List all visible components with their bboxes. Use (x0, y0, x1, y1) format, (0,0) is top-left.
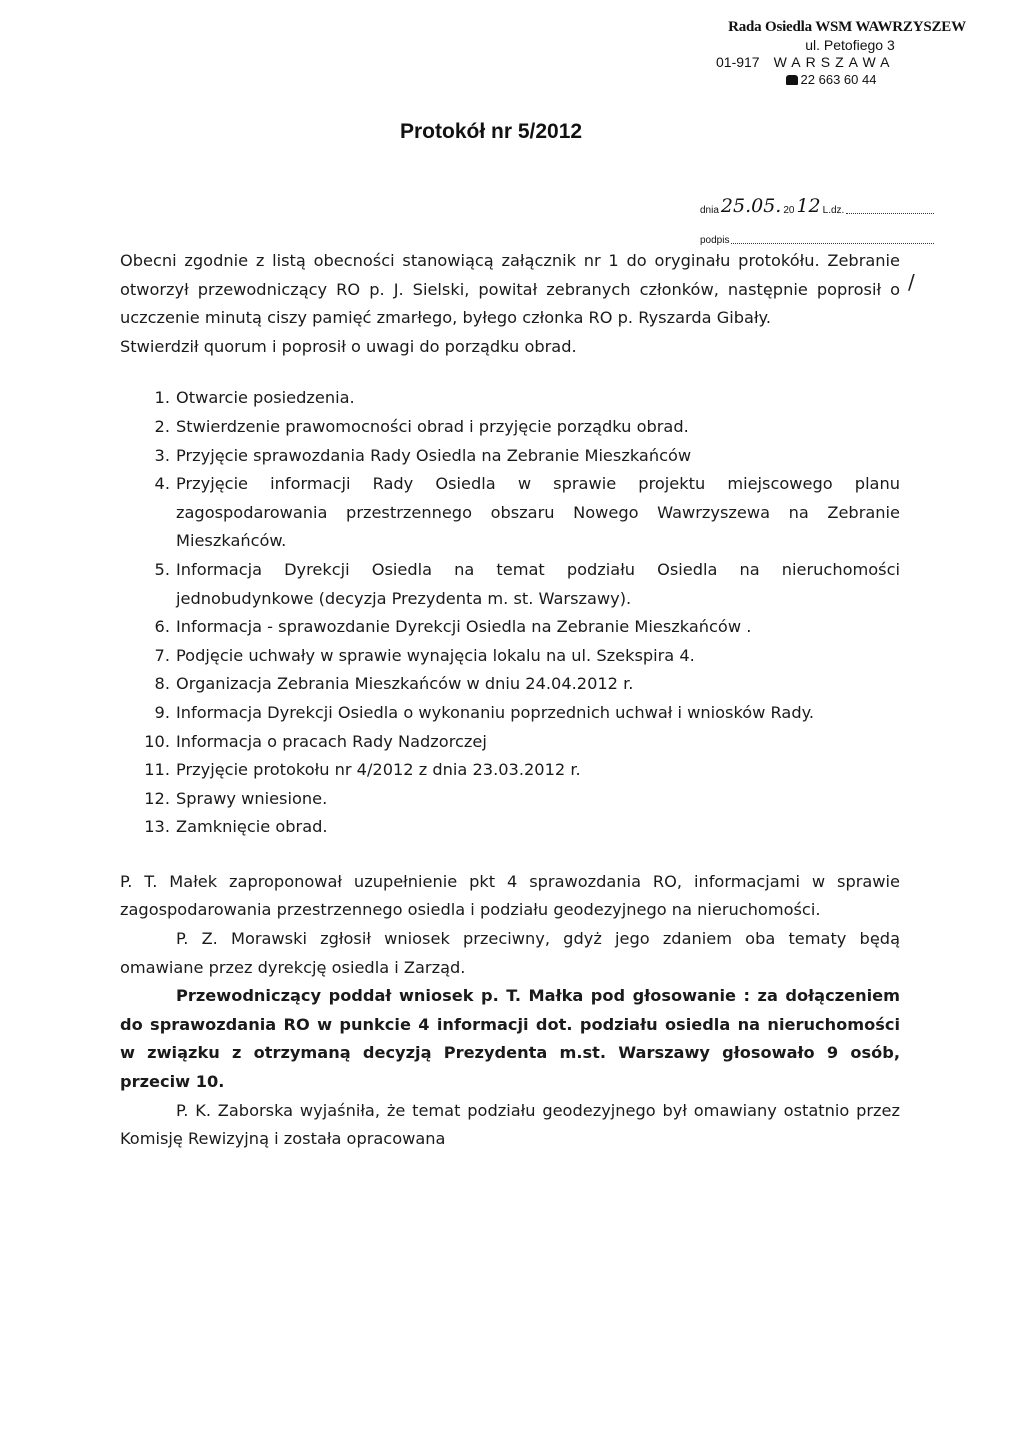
agenda-number: 1. (154, 388, 170, 408)
list-item (150, 699, 900, 728)
paragraph-zaborska-explanation: P. K. Zaborska wyjaśniła, że temat podziału geodezyjnego był omawiany ostatnio przez Komisję Rewizyjną i została opracowana (120, 1100, 900, 1149)
agenda-text: Podjęcie uchwały w sprawie wynajęcia lokalu na ul. Szekspira 4. (176, 645, 695, 665)
paragraph-vote-result: Przewodniczący poddał wniosek p. T. Małka pod głosowanie : za dołączeniem do sprawozdania RO w punkcie 4 informacji dot. podziału osiedla na nieruchomości w związku z otrzymaną decyzją Prezydenta m.st. Warszawy głosowało 9 osób, przeciw 10. (120, 986, 900, 1092)
intro-paragraph: Obecni zgodnie z listą obecności stanowiącą załącznik nr 1 do oryginału protokółu. Zebranie otworzył przewodniczący RO p. J. Sielski, powitał zebranych członków, następnie poprosił o uczczenie minutą ciszy pamięć zmarłego, byłego członka RO p. Ryszarda Gibały. (120, 251, 900, 328)
agenda-text: Przyjęcie sprawozdania Rady Osiedla na Zebranie Mieszkańców (176, 445, 692, 465)
agenda-number: 7. (154, 645, 170, 665)
agenda-text: Informacja Dyrekcji Osiedla na temat podziału Osiedla na nieruchomości jednobudynkowe (decyzja Prezydenta m. st. Warszawy). (176, 559, 900, 608)
list-item (144, 813, 900, 842)
stamp-phone: 22 663 60 44 (800, 71, 877, 87)
list-item (150, 384, 900, 413)
handwritten-year: 12 (796, 195, 821, 217)
agenda-text: Informacja - sprawozdanie Dyrekcji Osiedla na Zebranie Mieszkańców . (176, 617, 752, 637)
margin-mark: / (908, 270, 915, 294)
organization-stamp (716, 18, 966, 88)
list-item (144, 785, 900, 814)
document-title: Protokół nr 5/2012 (400, 120, 583, 143)
agenda-text: Stwierdzenie prawomocności obrad i przyjęcie porządku obrad. (176, 416, 689, 436)
ldz-dotted-line (846, 213, 934, 214)
list-item (150, 556, 900, 613)
stamp-org-name: Rada Osiedla WSM WAWRZYSZEW (728, 19, 966, 35)
agenda-number: 9. (154, 702, 170, 722)
dnia-label: dnia (700, 205, 719, 216)
podpis-label: podpis (700, 235, 730, 246)
list-item (150, 613, 900, 642)
agenda-text: Informacja Dyrekcji Osiedla o wykonaniu poprzednich uchwał i wniosków Rady. (176, 702, 815, 722)
stamp-city: WARSZAWA (773, 54, 895, 71)
stamp-postal-code: 01-917 (716, 54, 760, 71)
agenda-number: 11. (144, 760, 170, 780)
list-item (144, 756, 900, 785)
registration-box (700, 196, 936, 246)
agenda-list (120, 384, 900, 842)
agenda-number: 6. (154, 617, 170, 637)
paragraph-morawski-motion: P. Z. Morawski zgłosił wniosek przeciwny, gdyż jego zdaniem oba tematy będą omawiane przez dyrekcję osiedla i Zarząd. (120, 929, 900, 977)
agenda-number: 10. (144, 731, 170, 751)
agenda-number: 12. (144, 788, 170, 808)
registration-date-row (700, 196, 936, 216)
quorum-paragraph: Stwierdził quorum i poprosił o uwagi do porządku obrad. (120, 336, 577, 356)
ldz-label: L.dz. (822, 205, 845, 216)
agenda-text: Otwarcie posiedzenia. (176, 388, 355, 408)
list-item (150, 442, 900, 471)
agenda-text: Przyjęcie informacji Rady Osiedla w sprawie projektu miejscowego planu zagospodarowania przestrzennego obszaru Nowego Wawrzyszewa na Zebranie Mieszkańców. (176, 474, 900, 551)
list-item (150, 413, 900, 442)
stamp-phone-line (716, 72, 946, 88)
document-body (120, 247, 900, 1154)
agenda-number: 13. (144, 817, 170, 837)
paragraph-malek-proposal: P. T. Małek zaproponował uzupełnienie pkt 4 sprawozdania RO, informacjami w sprawie zagospodarowania przestrzennego osiedla i podziału geodezyjnego na nieruchomości. (120, 871, 900, 920)
agenda-number: 8. (154, 674, 170, 694)
registration-signature-row (700, 234, 936, 246)
handwritten-date: 25.05. (720, 195, 782, 217)
list-item (150, 470, 900, 556)
list-item (150, 642, 900, 671)
signature-dotted-line (731, 243, 934, 244)
agenda-text: Organizacja Zebrania Mieszkańców w dniu 24.04.2012 r. (176, 674, 634, 694)
list-item (144, 728, 900, 757)
agenda-text: Przyjęcie protokołu nr 4/2012 z dnia 23.03.2012 r. (176, 760, 581, 780)
agenda-text: Informacja o pracach Rady Nadzorczej (176, 731, 487, 751)
agenda-number: 5. (154, 559, 170, 579)
agenda-text: Zamknięcie obrad. (176, 817, 328, 837)
agenda-text: Sprawy wniesione. (176, 788, 328, 808)
phone-icon (786, 75, 798, 85)
stamp-street: ul. Petofiego 3 (805, 36, 895, 53)
agenda-number: 3. (154, 445, 170, 465)
list-item (150, 670, 900, 699)
stamp-city-line (716, 54, 966, 72)
agenda-number: 4. (154, 474, 170, 494)
agenda-number: 2. (154, 416, 170, 436)
year-prefix: 20 (783, 205, 795, 216)
